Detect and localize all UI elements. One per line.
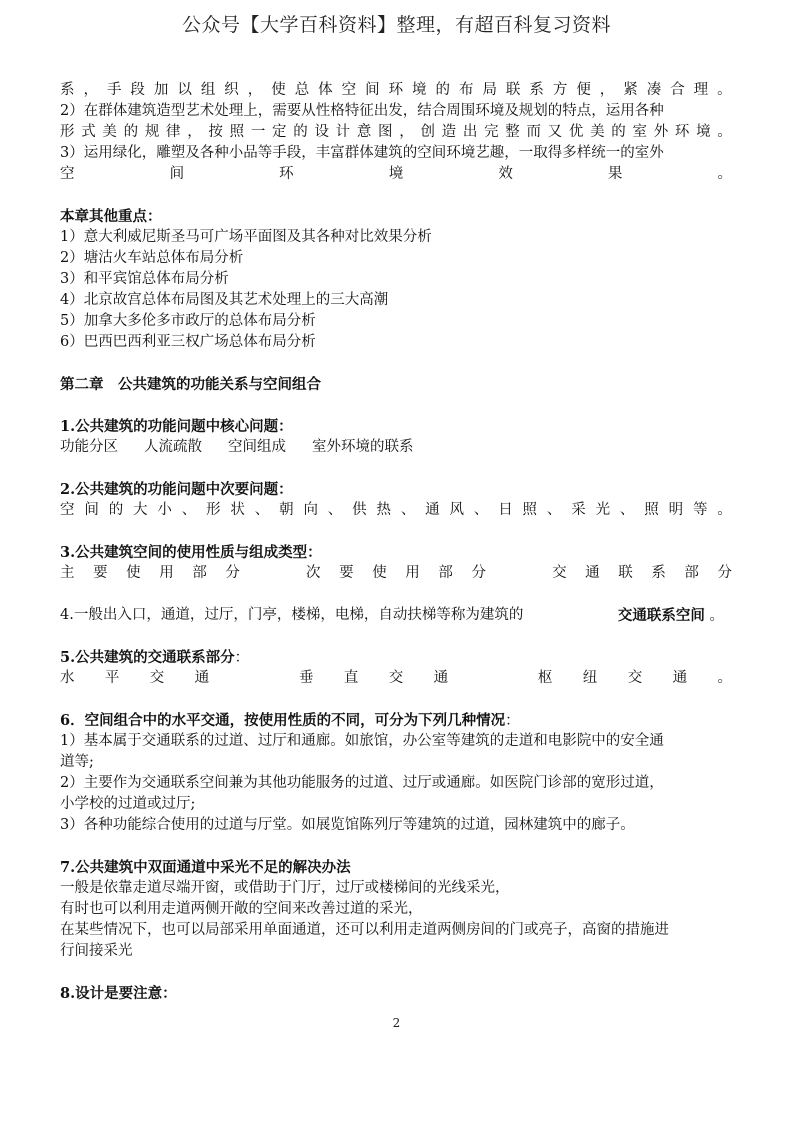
intro-line-2: 2）在群体建筑造型艺术处理上，需要从性格特征出发，结合周围环境及规划的特点，运用各种 [60,103,664,119]
section-2-char: 小 [157,502,172,518]
section-6-colon: ： [505,713,520,729]
intro-char: 方 [552,82,568,98]
section-1-item: 功能分区 [60,439,118,455]
intro-char: 织 [224,82,239,98]
intro-char: 总 [294,82,310,98]
section-2-char: 、 [546,502,562,518]
section-3-char: 使 [372,565,387,581]
section-3-char: 部 [192,565,207,581]
intro-char: 图 [378,124,393,140]
section-2-title: 2.公共建筑的功能问题中次要问题： [60,481,293,498]
intro-char: 体 [318,82,333,98]
section-5-char [479,668,508,689]
section-3-char: 要 [339,565,354,581]
intro-char: 系 [60,82,75,98]
section-3-title: 3.公共建筑空间的使用性质与组成类型： [60,544,322,561]
section-3-char: 通 [585,565,600,581]
section-2-char: 供 [352,502,367,518]
intro-char: 的 [123,124,139,140]
intro-char: 空 [60,166,75,182]
section-2-char: 、 [254,502,270,518]
intro-char: ， [399,124,414,140]
section-5-char: 垂 [298,670,314,686]
intro-char: 联 [505,82,521,98]
section-5-items [60,668,732,689]
section-5-char: 枢 [537,670,553,686]
page-number: 2 [392,1016,401,1030]
section-2-char: 、 [400,502,416,518]
intro-char: 手 [106,82,122,98]
intro-char: 果 [607,166,623,182]
other-point-3: 3）和平宾馆总体布局分析 [60,271,229,287]
intro-char: 设 [314,124,329,140]
intro-char: 规 [144,124,160,140]
intro-char: 。 [717,166,732,182]
intro-char: 式 [81,124,96,140]
section-2-char: 通 [425,502,440,518]
section-2-char: 形 [206,502,221,518]
section-2-items [60,500,732,521]
section-4-line [60,605,732,626]
intro-char: 的 [611,124,626,140]
intro-char: 外 [653,124,669,140]
section-4-end: 。 [709,608,724,624]
section-1-items [60,437,732,458]
intro-char: 局 [482,82,497,98]
intro-char: 段 [130,82,145,98]
section-3-char: 要 [93,565,108,581]
section-5-char: 交 [149,670,165,686]
intro-char: 空 [341,82,357,98]
intro-char: 紧 [623,82,638,98]
section-2-char: 风 [449,502,464,518]
intro-char: 又 [547,124,563,140]
intro-char: 效 [498,166,513,182]
intro-char: 的 [293,124,308,140]
section-6-p2b: 小学校的过道或过厅; [60,796,196,812]
section-5-char: 通 [194,670,210,686]
intro-char: 境 [412,82,427,98]
section-3-char: 系 [651,565,666,581]
intro-char: 以 [177,82,192,98]
intro-char: 组 [200,82,216,98]
intro-char: 美 [590,124,605,140]
section-8-title: 8.设计是要注意： [60,985,177,1002]
section-7-l4: 行间接采光 [60,943,133,959]
section-2-char: 、 [619,502,635,518]
section-3-char: 分 [225,565,240,581]
intro-char: 合 [670,82,685,98]
intro-char: 照 [229,124,245,140]
section-5-char: 通 [433,670,449,686]
section-3-char: 分 [717,565,732,581]
section-3-char: 主 [60,565,75,581]
section-2-char: 、 [473,502,489,518]
section-5-char: 水 [60,670,75,686]
page-header: 公众号【大学百科资料】整理，有超百科复习资料 [181,14,611,36]
intro-char: 的 [435,82,450,98]
intro-char: 系 [529,82,544,98]
intro-line-1 [60,80,732,101]
intro-char: 造 [441,124,457,140]
section-2-char: 等 [692,502,708,518]
section-2-char: 。 [717,502,732,518]
section-3-char [505,563,534,584]
section-7-l1: 一般是依靠走道尽端开窗，或借助于门厅，过厅或楼梯间的光线采光， [60,880,510,896]
intro-char: 布 [458,82,474,98]
section-1-title: 1.公共建筑的功能问题中核心问题： [60,418,293,435]
intro-char: 理 [693,82,709,98]
intro-char: 间 [365,82,380,98]
intro-char: 优 [568,124,584,140]
intro-char: 律 [166,124,181,140]
section-3-char: 部 [684,565,699,581]
intro-char: 环 [279,166,294,182]
intro-char: 按 [208,124,223,140]
intro-char: 环 [674,124,690,140]
intro-char: 美 [102,124,117,140]
intro-char: 创 [420,124,435,140]
intro-char: 一 [250,124,266,140]
intro-char: 环 [388,82,404,98]
other-point-4: 4）北京故宫总体布局图及其艺术处理上的三大高潮 [60,292,389,308]
intro-char: ， [187,124,202,140]
section-2-char: 间 [84,502,99,518]
section-2-char: 状 [230,502,245,518]
intro-char: 间 [169,166,185,182]
intro-char: 境 [696,124,711,140]
intro-char: 定 [272,124,287,140]
intro-line-3 [60,122,732,143]
section-1-item: 人流疏散 [144,439,202,455]
section-2-char: 热 [376,502,391,518]
section-2-char: 、 [181,502,197,518]
intro-char: 形 [60,124,75,140]
section-5-title-line [60,647,732,668]
intro-char: 整 [505,124,520,140]
intro-char: 。 [717,124,732,140]
section-3-char: 分 [471,565,486,581]
section-2-char: 朝 [279,502,294,518]
intro-char: ， [247,82,263,98]
section-4-text: 4.一般出入口，通道，过厅，门亭，楼梯，电梯，自动扶梯等称为建筑的 [60,607,524,623]
section-6-title: 6．空间组合中的水平交通，按使用性质的不同，可分为下列几种情况 [60,712,506,729]
section-3-items [60,563,732,584]
intro-char: 境 [388,166,404,182]
section-5-char: 交 [388,670,404,686]
section-2-char: 日 [498,502,513,518]
section-2-char: 大 [133,502,148,518]
section-5-char: 平 [104,670,120,686]
other-point-6: 6）巴西巴西利亚三权广场总体布局分析 [60,334,316,350]
section-2-char: 明 [668,502,684,518]
section-5-char: 直 [343,670,359,686]
document-body [60,80,732,1004]
intro-char: 便 [576,82,591,98]
section-2-char: 采 [571,502,586,518]
intro-char: ， [599,82,615,98]
section-3-char: 交 [552,565,567,581]
section-2-char: 向 [303,502,318,518]
intro-line-5 [60,164,732,185]
section-7-l3: 在某些情况下，也可以局部采用单面通道，还可以利用走道两侧房间的门或亮子，高窗的措施进 [60,922,669,938]
intro-char: 室 [632,124,647,140]
section-5-char: 通 [672,670,688,686]
intro-char: 加 [153,82,169,98]
section-5-title: 5.公共建筑的交通联系部分 [60,649,235,666]
section-3-char [258,563,287,584]
section-3-char: 联 [618,565,633,581]
section-1-item: 空间组成 [228,439,286,455]
section-3-char: 部 [438,565,453,581]
other-point-2: 2）塘沽火车站总体布局分析 [60,250,244,266]
section-7-title: 7.公共建筑中双面通道中采光不足的解决办法 [60,859,351,876]
section-6-title-line [60,710,732,731]
section-2-char: 空 [60,502,75,518]
section-5-char [240,668,269,689]
section-7-l2: 有时也可以利用走道两侧开敞的空间来改善过道的采光， [60,901,423,917]
section-3-char: 使 [126,565,141,581]
section-5-char: 纽 [582,670,598,686]
intro-char: 计 [335,124,351,140]
section-3-char: 用 [405,565,420,581]
intro-char: 意 [356,124,372,140]
intro-char: 凑 [646,82,662,98]
intro-char: ， [83,82,98,98]
section-3-char: 用 [159,565,174,581]
intro-line-4: 3）运用绿化，雕塑及各种小品等手段，丰富群体建筑的空间环境艺趣，一取得多样统一的室外 [60,145,664,161]
section-5-char: 交 [627,670,643,686]
section-2-char: 照 [522,502,538,518]
section-2-char: 的 [108,502,124,518]
section-6-p2a: 2）主要作为交通联系空间兼为其他功能服务的过道、过厅或通廊。如医院门诊部的宽形过道， [60,775,664,791]
chapter-title: 第二章 公共建筑的功能关系与空间组合 [60,376,321,393]
intro-char: 完 [484,124,499,140]
section-1-item: 室外环境的联系 [312,439,414,455]
intro-char: 出 [462,124,478,140]
intro-char: 使 [271,82,286,98]
section-6-p3: 3）各种功能综合使用的过道与厅堂。如展览馆陈列厅等建筑的过道，园林建筑中的廊子。 [60,817,635,833]
section-2-char: 光 [595,502,611,518]
section-3-char: 次 [306,565,321,581]
section-5-char: 。 [717,670,732,686]
section-5-colon: ： [234,650,250,666]
section-2-char: 照 [644,502,659,518]
section-6-p1a: 1）基本属于交通联系的过道、过厅和通廊。如旅馆，办公室等建筑的走道和电影院中的安全通 [60,733,664,749]
section-4-answer: 交通联系空间 [617,607,705,624]
other-points-title: 本章其他重点： [60,208,162,225]
intro-char: 。 [717,82,732,98]
intro-char: 而 [526,124,541,140]
other-point-5: 5）加拿大多伦多市政厅的总体布局分析 [60,313,316,329]
other-point-1: 1）意大利威尼斯圣马可广场平面图及其各种对比效果分析 [60,229,432,245]
section-6-p1b: 道等; [60,754,94,770]
section-2-char: 、 [327,502,343,518]
